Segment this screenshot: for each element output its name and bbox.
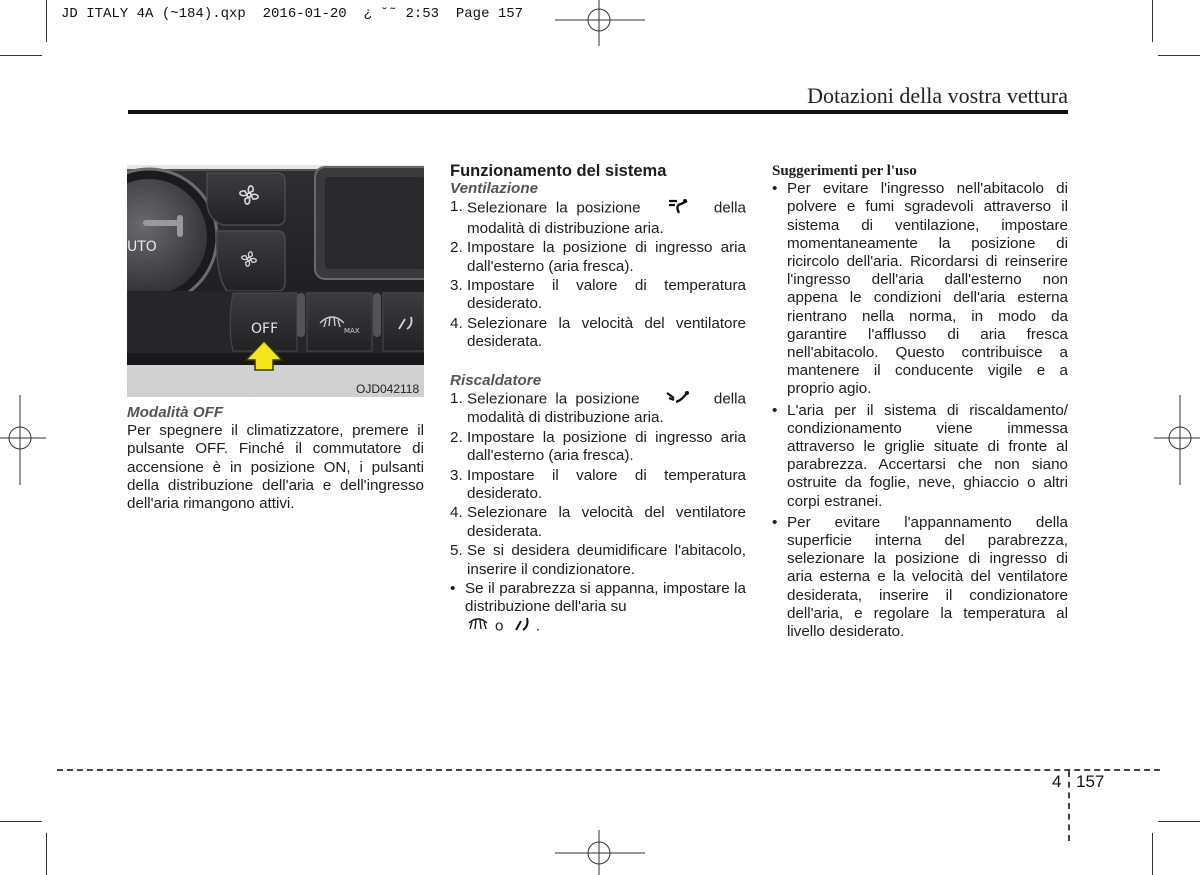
registration-mark-bottom [555,830,645,875]
header-rule [128,110,1068,114]
list-item: 1. Selezionare la posizione della modalità di distribuzione aria. [450,198,746,237]
list-item: 3. Impostare il valore di temperatura desiderato. [450,466,746,502]
crop-mark [1158,55,1200,56]
footer-rule [57,769,1160,771]
off-label: OFF [251,321,279,337]
auto-label: UTO [127,239,157,255]
list-item: 2. Impostare la posizione di ingresso aria dall'esterno (aria fresca). [450,428,746,464]
heating-subheading: Riscaldatore [450,371,542,389]
figure-code: OJD042118 [356,382,420,396]
ventilation-steps [450,198,746,351]
crop-mark [46,0,47,42]
off-mode-paragraph: Per spegnere il climatizzatore, premere il pulsante OFF. Finché il commutatore di accensione è in posizione ON, i pulsanti della distribuzione dell'aria e dell'ingresso dell'aria rimangono attivi. [127,422,424,513]
crop-mark [46,833,47,875]
defog-tip [450,580,746,636]
chapter-title: Dotazioni della vostra vettura [807,83,1068,108]
crop-mark [1158,821,1200,822]
max-label: MAX [344,327,360,335]
print-slug: JD ITALY 4A (~184).qxp 2016-01-20 ¿ ˘˜ 2:53 Page 157 [61,6,524,22]
right-column [772,162,1068,644]
page-number: 157 [1076,772,1105,791]
list-item: 2. Impostare la posizione di ingresso aria dall'esterno (aria fresca). [450,239,746,275]
registration-mark-top [555,0,645,50]
floor-defrost-icon [514,617,534,636]
tips-heading: Suggerimenti per l'uso [772,163,917,179]
list-item: • L'aria per il sistema di riscaldamento/ condizionamento viene immessa attraverso le griglie situate di fronte al parabrezza. Accertarsi che non siano ostruite da foglie, neve, ghiaccio o altri corpi estranei. [772,402,1068,511]
list-item: 4. Selezionare la velocità del ventilatore desiderata. [450,315,746,351]
floor-vent-icon [666,390,690,409]
list-item: • Se il parabrezza si appanna, impostare la distribuzione dell'aria su o . [450,580,746,636]
list-item: 1. Selezionare la posizione della modalità di distribuzione aria. [450,389,746,426]
ventilation-subheading: Ventilazione [450,180,539,198]
section-heading: Funzionamento del sistema [450,162,667,180]
list-item: 4. Selezionare la velocità del ventilatore desiderata. [450,504,746,540]
off-mode-subheading: Modalità OFF [127,404,224,421]
chapter-number: 4 [1052,772,1062,791]
list-item: 5. Se si desidera deumidificare l'abitacolo, inserire il condizionatore. [450,542,746,578]
footer-divider [1068,771,1070,841]
defrost-icon [467,617,489,636]
list-item: • Per evitare l'appannamento della superficie interna del parabrezza, selezionare la posizione di ingresso di aria esterna e la velocità del ventilatore desiderata, inserire il condizionatore dell'aria, e regolare la temperatura al livello desiderato. [772,514,1068,641]
left-column [127,404,424,513]
list-item: 3. Impostare il valore di temperatura desiderato. [450,277,746,313]
crop-mark [0,821,42,822]
climate-panel-photo [127,165,424,397]
tips-list [772,180,1068,641]
registration-mark-right [1150,395,1200,485]
crop-mark [1152,833,1153,875]
registration-mark-left [0,395,50,485]
crop-mark [0,55,42,56]
list-item: • Per evitare l'ingresso nell'abitacolo di polvere e fumi sgradevoli attraverso il sistema di ventilazione, impostare momentaneamente la posizione di ricircolo dell'aria. Ricordarsi di reinserire l'ingresso dell'aria dall'esterno non appena le condizioni dell'aria esterna rientrano nella norma, in modo da garantire l'afflusso di aria fresca nell'abitacolo. Questo contribuisce a mantenere il conducente vigile e a proprio agio. [772,180,1068,398]
crop-mark [1152,0,1153,42]
vent-face-icon [667,198,689,219]
heating-steps [450,390,746,579]
middle-column [450,162,746,639]
